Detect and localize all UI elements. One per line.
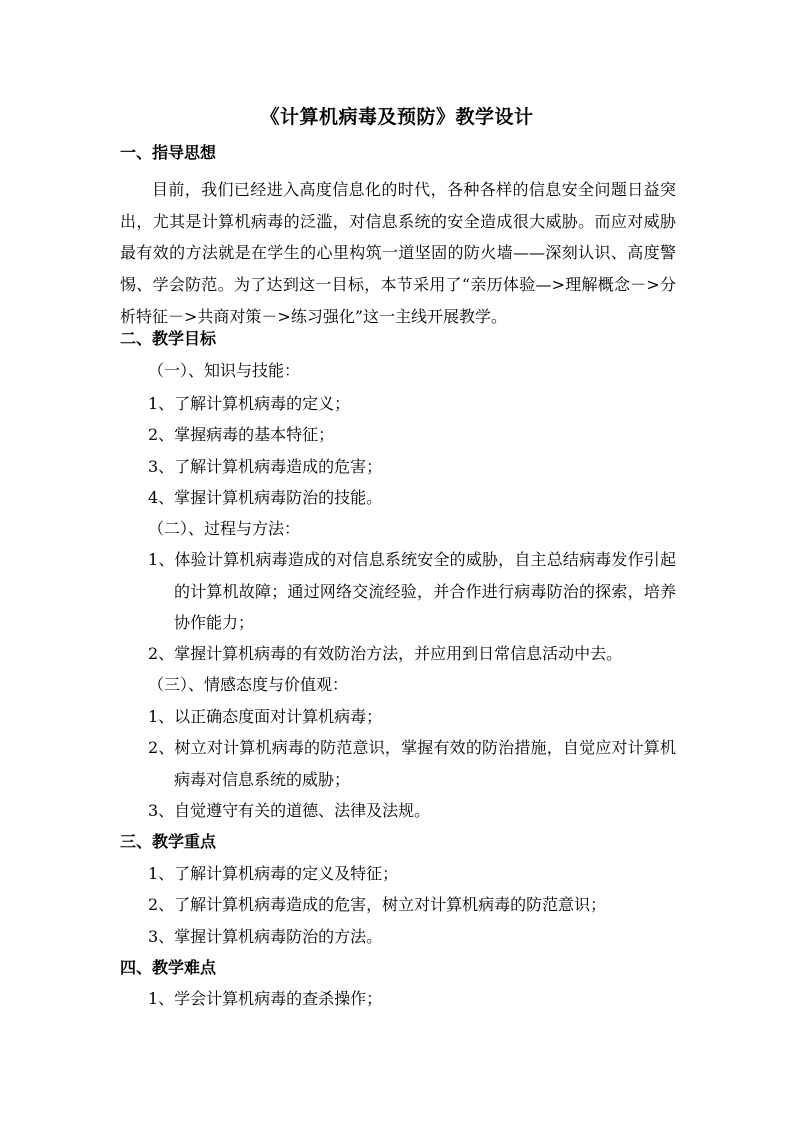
guiding-ideology-paragraph: 目前，我们已经进入高度信息化的时代，各种各样的信息安全问题日益突出，尤其是计算机病毒的泛滥，对信息系统的安全造成很大威胁。而应对威胁最有效的方法就是在学生的心里构筑一道坚固的防火墙——深刻认识、高度警惕、学会防范。为了达到这一目标，本节采用了“亲历体验—>理解概念－>分析特征－>共商对策－>练习强化”这一主线开展教学。 (120, 180, 676, 326)
list-item: 1、体验计算机病毒造成的对信息系统安全的威胁，自主总结病毒发作引起的计算机故障；通过网络交流经验，并合作进行病毒防治的探索，培养协作能力； (148, 550, 676, 632)
section-heading-difficult-points: 四、教学难点 (120, 958, 217, 977)
list-item: 3、掌握计算机病毒防治的方法。 (148, 927, 383, 946)
list-item: 1、了解计算机病毒的定义； (148, 394, 351, 413)
subheading-knowledge-skills: （一）、知识与技能： (148, 361, 301, 380)
section-heading-teaching-objectives: 二、教学目标 (120, 329, 217, 348)
document-title: 《计算机病毒及预防》教学设计 (260, 106, 534, 128)
list-item: 3、自觉遵守有关的道德、法律及法规。 (148, 801, 431, 820)
subheading-process-methods: （二）、过程与方法： (148, 519, 301, 538)
list-item: 2、掌握计算机病毒的有效防治方法，并应用到日常信息活动中去。 (148, 644, 623, 663)
list-item: 1、学会计算机病毒的查杀操作； (148, 989, 383, 1008)
list-item: 2、掌握病毒的基本特征； (148, 425, 335, 444)
list-item: 2、了解计算机病毒造成的危害，树立对计算机病毒的防范意识； (148, 895, 607, 914)
list-item: 1、了解计算机病毒的定义及特征； (148, 864, 399, 883)
section-heading-guiding-ideology: 一、指导思想 (120, 143, 217, 162)
list-item: 2、树立对计算机病毒的防范意识，掌握有效的防治措施，自觉应对计算机病毒对信息系统的威胁； (148, 738, 676, 789)
subheading-emotion-values: （三）、情感态度与价值观： (148, 675, 349, 694)
list-item: 3、了解计算机病毒造成的危害； (148, 457, 383, 476)
section-heading-key-points: 三、教学重点 (120, 832, 217, 851)
list-item: 4、掌握计算机病毒防治的技能。 (148, 488, 383, 507)
list-item: 1、以正确态度面对计算机病毒； (148, 707, 383, 726)
